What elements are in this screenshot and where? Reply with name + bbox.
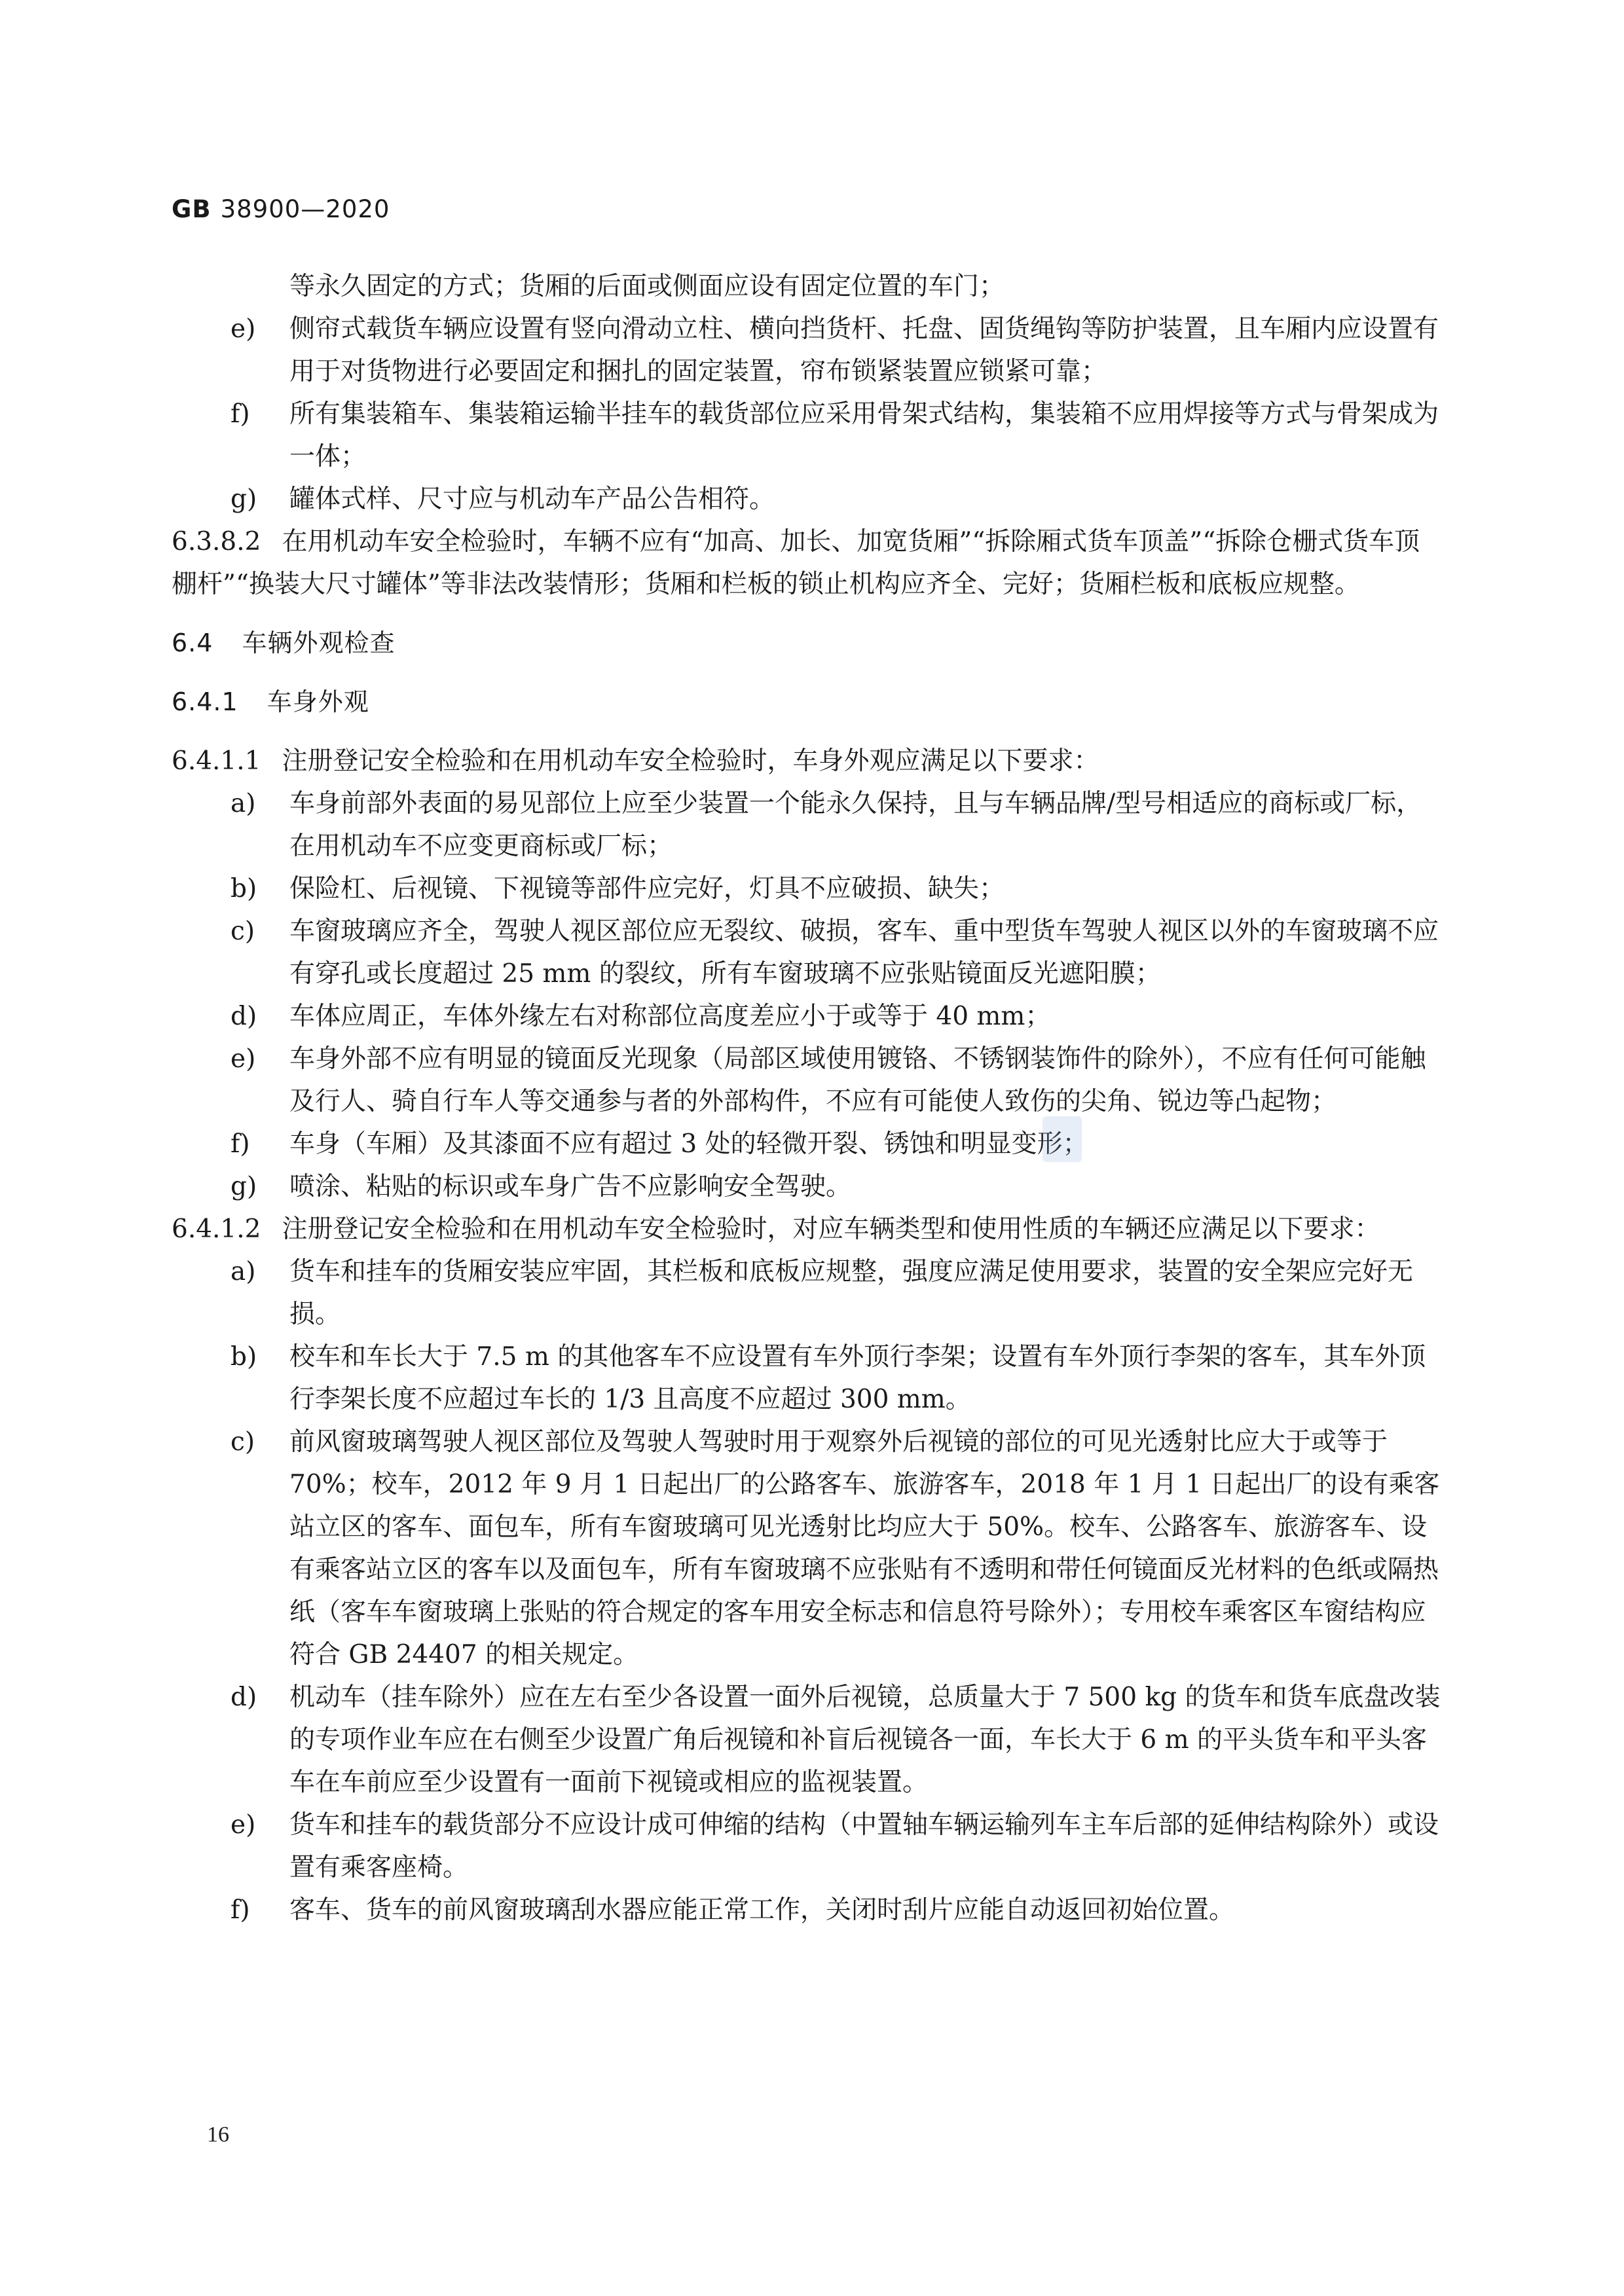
list-item-text: 货车和挂车的载货部分不应设计成可伸缩的结构（中置轴车辆运输列车主车后部的延伸结构除外）或设置有乘客座椅。 [289,1810,1439,1882]
clause [172,740,1442,782]
paragraph-continuation [172,265,1442,308]
list-item [172,1165,1442,1208]
watermark-mark [1043,1116,1082,1162]
list-item-label: d) [231,1002,257,1031]
clause-number: 6.3.8.2 [172,527,261,556]
list-item-label: f) [231,399,250,429]
list-item-text: 所有集装箱车、集装箱运输半挂车的载货部位应采用骨架式结构，集装箱不应用焊接等方式与骨架成为一体； [289,399,1439,471]
clause-text: 注册登记安全检验和在用机动车安全检验时，车身外观应满足以下要求： [282,746,1099,776]
list-item [172,1250,1442,1336]
subsection-heading [172,681,1442,723]
list-item-label: g) [231,1172,257,1201]
list-item [172,1038,1442,1123]
list-item-label: c) [231,917,255,946]
list-item-label: f) [231,1895,250,1925]
standard-number: 38900—2020 [220,195,390,223]
list-item-label: a) [231,1257,256,1286]
list-item-label: g) [231,484,257,514]
list-item [172,782,1442,867]
list-item [172,1123,1442,1165]
heading-title: 车身外观 [267,687,369,716]
heading-number: 6.4.1 [172,687,238,716]
paragraph-text: 等永久固定的方式；货厢的后面或侧面应设有固定位置的车门； [289,272,1005,301]
list-item-text: 车体应周正，车体外缘左右对称部位高度差应小于或等于 40 mm； [289,1002,1051,1031]
list-item [172,910,1442,995]
standard-header [172,195,390,223]
clause-text: 注册登记安全检验和在用机动车安全检验时，对应车辆类型和使用性质的车辆还应满足以下要求： [282,1214,1380,1244]
list-item-text: 前风窗玻璃驾驶人视区部位及驾驶人驾驶时用于观察外后视镜的部位的可见光透射比应大于或等于 70%；校车，2012 年 9 月 1 日起出厂的公路客车、旅游客车，2018 年 1 月 1 日起出厂的设有乘客站立区的客车、面包车，所有车窗玻璃可见光透射比均应大于 50%。校车、公路客车、旅游客车、设有乘客站立区的客车以及面包车，所有车窗玻璃不应张贴有不透明和带任何镜面反光材料的色纸或隔热纸（客车车窗玻璃上张贴的符合规定的客车用安全标志和信息符号除外）；专用校车乘客区车窗结构应符合 GB 24407 的相关规定。 [289,1427,1440,1669]
document-body [172,265,1442,1931]
list-item-text: 喷涂、粘贴的标识或车身广告不应影响安全驾驶。 [289,1172,852,1201]
list-item [172,1889,1442,1931]
list-item-text: 保险杠、后视镜、下视镜等部件应完好，灯具不应破损、缺失； [289,874,1005,903]
clause [172,1208,1442,1250]
list-item-text: 罐体式样、尺寸应与机动车产品公告相符。 [289,484,775,514]
section-heading [172,622,1442,665]
list-item-text: 货车和挂车的货厢安装应牢固，其栏板和底板应规整，强度应满足使用要求，装置的安全架应完好无损。 [289,1257,1414,1329]
list-item-label: e) [231,314,256,344]
heading-title: 车辆外观检查 [242,629,396,657]
list-item-label: b) [231,1342,257,1372]
clause-text: 在用机动车安全检验时，车辆不应有“加高、加长、加宽货厢”“拆除厢式货车顶盖”“拆除仓栅式货车顶棚杆”“换装大尺寸罐体”等非法改装情形；货厢和栏板的锁止机构应齐全、完好；货厢栏板和底板应规整。 [172,527,1420,599]
list-item [172,867,1442,910]
list-item [172,1336,1442,1421]
list-item-text: 车身（车厢）及其漆面不应有超过 3 处的轻微开裂、锈蚀和明显变形； [289,1129,1088,1159]
list-item-text: 车窗玻璃应齐全，驾驶人视区部位应无裂纹、破损，客车、重中型货车驾驶人视区以外的车窗玻璃不应有穿孔或长度超过 25 mm 的裂纹，所有车窗玻璃不应张贴镜面反光遮阳膜； [289,917,1439,989]
list-item-text: 客车、货车的前风窗玻璃刮水器应能正常工作，关闭时刮片应能自动返回初始位置。 [289,1895,1235,1925]
list-item [172,478,1442,520]
clause-number: 6.4.1.1 [172,746,261,776]
list-item-text: 车身外部不应有明显的镜面反光现象（局部区域使用镀铬、不锈钢装饰件的除外），不应有任何可能触及行人、骑自行车人等交通参与者的外部构件，不应有可能使人致伤的尖角、锐边等凸起物； [289,1044,1426,1116]
list-item [172,393,1442,478]
list-item [172,1421,1442,1676]
list-item-label: c) [231,1427,255,1457]
list-item-label: f) [231,1129,250,1159]
list-item [172,1676,1442,1804]
heading-number: 6.4 [172,629,213,657]
standard-code: GB [172,195,212,223]
page-number: 16 [207,2123,229,2147]
list-item-text: 车身前部外表面的易见部位上应至少装置一个能永久保持，且与车辆品牌/型号相适应的商标或厂标，在用机动车不应变更商标或厂标； [289,789,1422,861]
clause-number: 6.4.1.2 [172,1214,261,1244]
list-item [172,1804,1442,1889]
list-item-label: e) [231,1044,256,1074]
list-item-label: a) [231,789,256,818]
list-item [172,308,1442,393]
list-item [172,995,1442,1038]
list-item-text: 校车和车长大于 7.5 m 的其他客车不应设置有车外顶行李架；设置有车外顶行李架的客车，其车外顶行李架长度不应超过车长的 1/3 且高度不应超过 300 mm。 [289,1342,1426,1414]
list-item-text: 机动车（挂车除外）应在左右至少各设置一面外后视镜，总质量大于 7 500 kg 的货车和货车底盘改装的专项作业车应在右侧至少设置广角后视镜和补盲后视镜各一面，车长大于 6 m 的平头货车和平头客车在车前应至少设置有一面前下视镜或相应的监视装置。 [289,1683,1441,1797]
list-item-text: 侧帘式载货车辆应设置有竖向滑动立柱、横向挡货杆、托盘、固货绳钩等防护装置，且车厢内应设置有用于对货物进行必要固定和捆扎的固定装置，帘布锁紧装置应锁紧可靠； [289,314,1439,386]
clause [172,520,1442,606]
list-item-label: e) [231,1810,256,1840]
list-item-label: d) [231,1683,257,1712]
list-item-label: b) [231,874,257,903]
